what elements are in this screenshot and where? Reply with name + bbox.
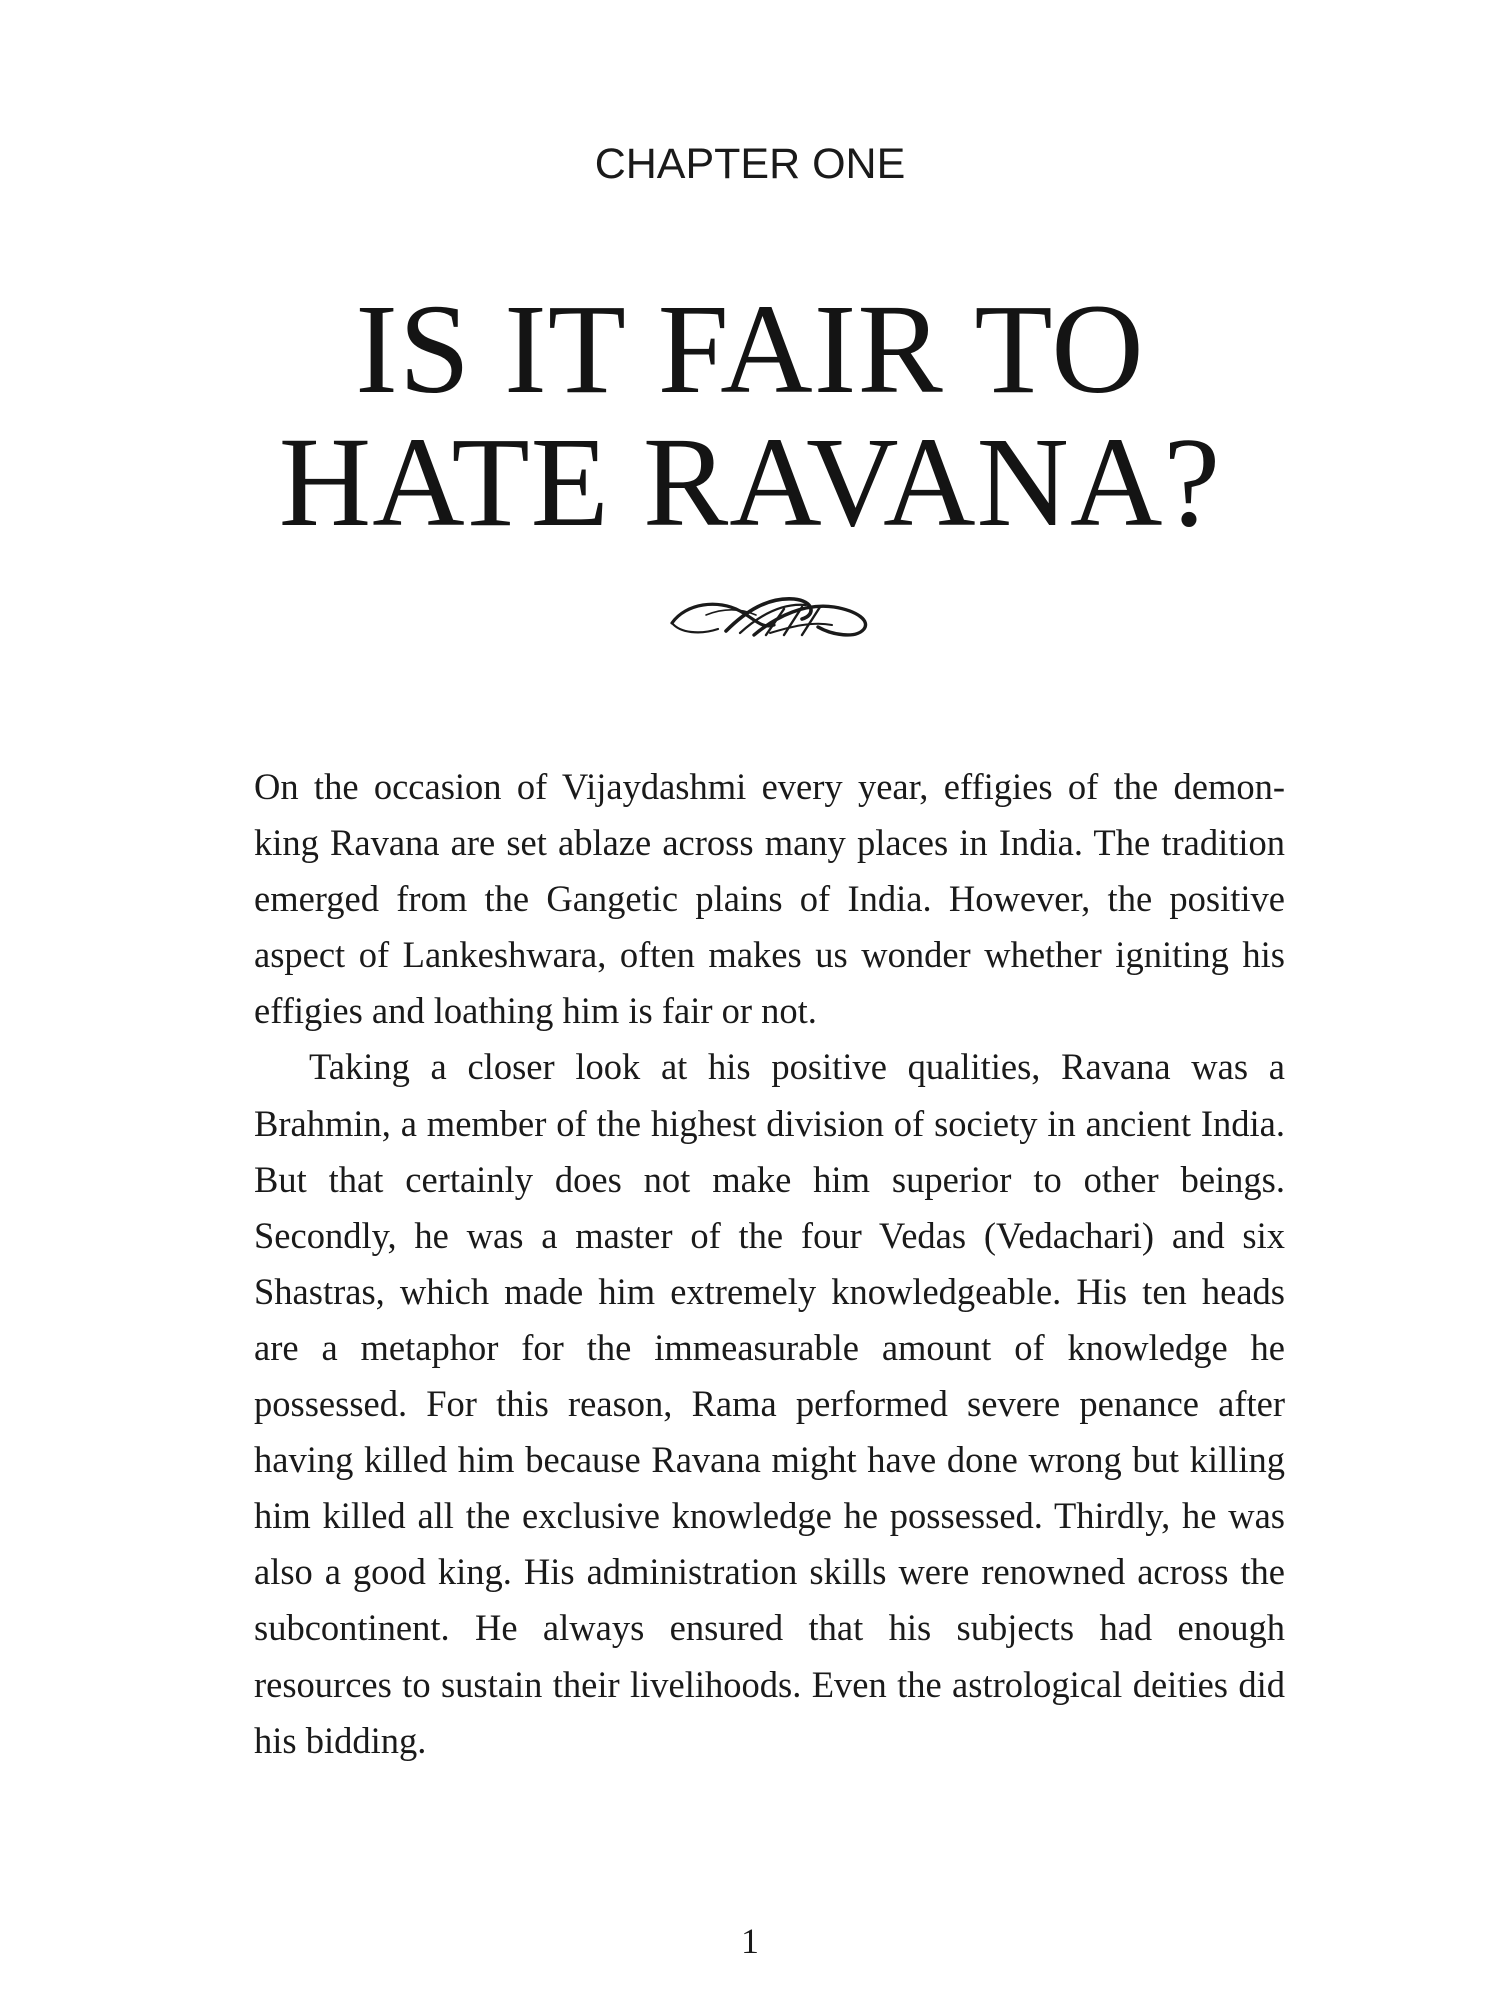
chapter-title-line-2: HATE RAVANA? [278, 411, 1222, 553]
paragraph-1: On the occasion of Vijaydashmi every year, effigies of the demon-king Ravana are set ablaze across many places in India. The tradition emerged from the Gangetic plains of India. However, the positive aspect of Lankeshwara, often makes us wonder whether igniting his effigies and loathing him is fair or not. [254, 766, 1285, 1032]
chapter-label: CHAPTER ONE [594, 140, 906, 188]
flourish-ornament-icon [666, 585, 878, 645]
chapter-title [0, 278, 1500, 553]
page-number: 1 [741, 1921, 759, 1961]
chapter-body [254, 759, 1285, 1769]
paragraph-2: Taking a closer look at his positive qualities, Ravana was a Brahmin, a member of the highest division of society in ancient India. But that certainly does not make him superior to other beings. Secondly, he was a master of the four Vedas (Vedachari) and six Shastras, which made him extremely knowledgeable. His ten heads are a metaphor for the immeasurable amount of knowledge he possessed. For this reason, Rama performed severe penance after having killed him because Ravana might have done wrong but killing him killed all the exclusive knowledge he possessed. Thirdly, he was also a good king. His administration skills were renowned across the subcontinent. He always ensured that his subjects had enough resources to sustain their livelihoods. Even the astrological deities did his bidding. [254, 1046, 1285, 1761]
chapter-title-line-1: IS IT FAIR TO [355, 278, 1145, 420]
